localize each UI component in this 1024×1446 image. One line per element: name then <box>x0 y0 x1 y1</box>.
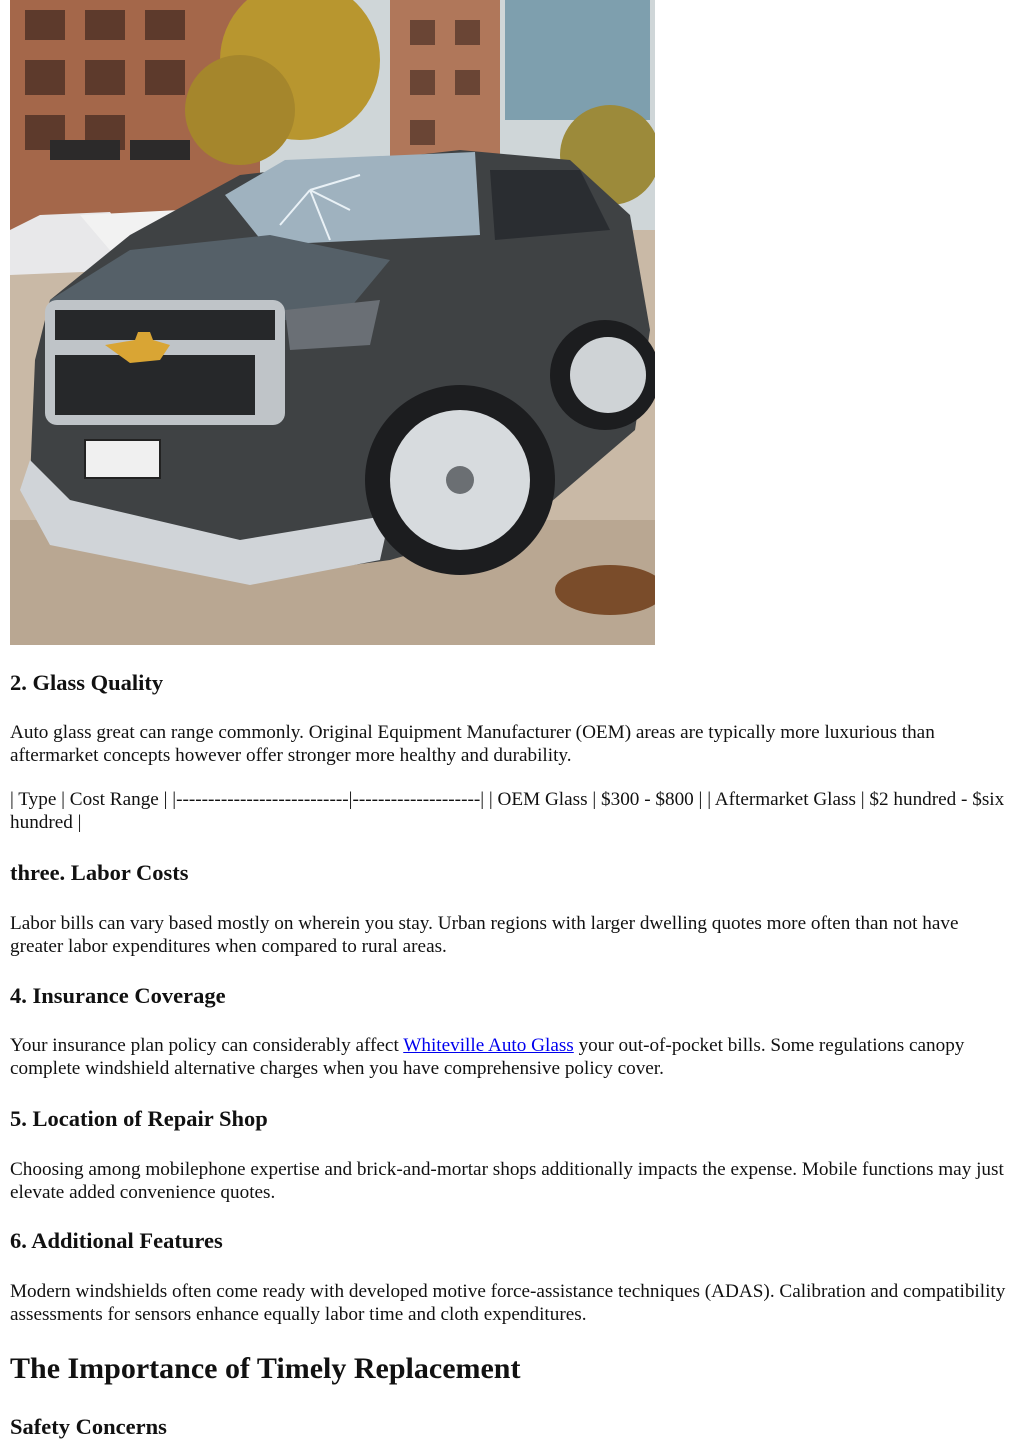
insurance-text-before: Your insurance plan policy can considerably affect <box>10 1035 404 1056</box>
glass-quality-paragraph: Auto glass great can range commonly. Original Equipment Manufacturer (OEM) areas are typically more luxurious than aftermarket concepts however offer stronger more healthy and durability. <box>10 722 935 766</box>
section-heading-additional-features: 6. Additional Features <box>10 1228 223 1253</box>
section-heading-glass-quality: 2. Glass Quality <box>10 670 164 695</box>
labor-costs-paragraph: Labor bills can vary based mostly on wherein you stay. Urban regions with larger dwelling quotes more often than not have greater labor expenditures when compared to rural areas. <box>10 913 959 957</box>
suv-illustration <box>10 0 655 645</box>
whiteville-auto-glass-link[interactable]: Whiteville Auto Glass <box>403 1035 574 1056</box>
section-heading-labor-costs: three. Labor Costs <box>10 860 189 885</box>
insurance-paragraph <box>10 1034 1006 1080</box>
location-paragraph: Choosing among mobilephone expertise and brick-and-mortar shops additionally impacts the expense. Mobile functions may just elevate added convenience quotes. <box>10 1159 1004 1203</box>
section-heading-safety-concerns: Safety Concerns <box>10 1414 167 1439</box>
section-heading-importance: The Importance of Timely Replacement <box>10 1352 521 1385</box>
section-heading-insurance: 4. Insurance Coverage <box>10 983 226 1008</box>
section-heading-location: 5. Location of Repair Shop <box>10 1106 268 1131</box>
insurance-text-after: your out-of-pocket bills. Some regulations canopy complete windshield alternative charges when you have comprehensive policy cover. <box>10 1035 965 1079</box>
features-paragraph: Modern windshields often come ready with developed motive force-assistance techniques (ADAS). Calibration and compatibility assessments for sensors enhance equally labor time and cloth expenditures. <box>10 1281 1006 1325</box>
hero-image <box>10 0 655 645</box>
cost-table-text: | Type | Cost Range | |---------------------------|--------------------| | OEM Glass | $300 - $800 | | Aftermarket Glass | $2 hundred - $six hundred | <box>10 789 1005 833</box>
